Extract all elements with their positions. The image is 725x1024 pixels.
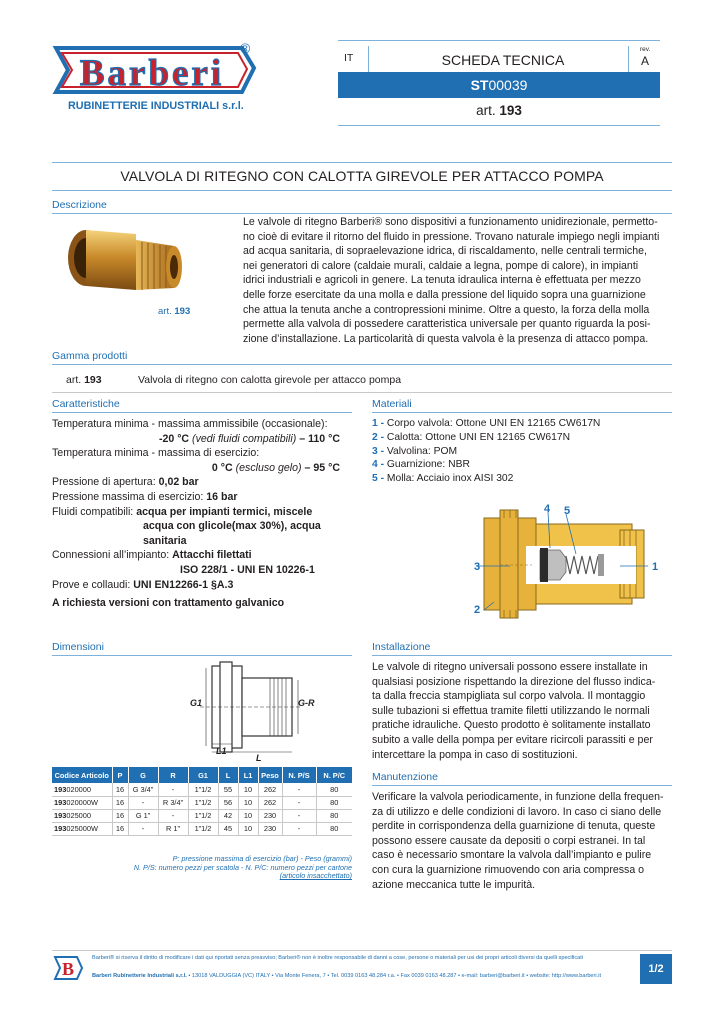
rev-value: A [641,54,650,68]
brand-subtitle: RUBINETTERIE INDUSTRIALI s.r.l. [68,100,244,112]
material-item: 2 - Calotta: Ottone UNI EN 12165 CW617N [372,431,571,443]
registered-mark: ® [240,40,251,56]
callout-4: 4 [544,503,551,515]
table-notes: P: pressione massima di esercizio (bar) - Peso (grammi) N. P/S: numero pezzi per scatola - N. P/C: numero pezzi per cartone (articolo insacchettato) [133,854,352,881]
doc-code-number: 00039 [488,77,528,93]
section-descrizione: Descrizione [52,199,107,211]
dimension-drawing [190,660,320,760]
table-row: 193020000W 16 - R 3/4” 1”1/2 56 10 262 - 80 [52,796,352,809]
page-number: 1/2 [640,954,672,984]
table-row: 193025000 16 G 1” - 1”1/2 42 10 230 - 80 [52,809,352,822]
materials-list [372,417,672,486]
material-item: 5 - Molla: Acciaio inox AISI 302 [372,473,514,485]
doc-type: SCHEDA TECNICA [441,52,565,68]
dim-label-l1: L1 [216,746,227,756]
section-gamma: Gamma prodotti [52,350,128,362]
footer-address: Barberi Rubinetterie Industriali s.r.l. • 13018 VALDUGGIA (VC) ITALY • Via Monte Fenera, 7 • Tel. 0039 0163 48.284 r.a. • Fax 0039 0163 48.287 • e-mail: barberi@barberi.it • website: http://www.barberi.it [92,973,601,979]
logo-wordmark [80,53,224,94]
rev-label: rev. [640,46,651,53]
dim-label-g1: G1 [190,698,203,708]
gamma-text: Valvola di ritegno con calotta girevole per attacco pompa [138,374,402,386]
section-installazione: Installazione [372,641,431,653]
callout-2: 2 [474,604,481,616]
valve-cross-section [470,500,660,620]
installation-text: Le valvole di ritegno universali possono essere installate in qualsiasi posizione rispettando la direzione del flusso indica- ta dalla freccia stampigliata sul corpo valvola. Il montaggio sulle tubazioni si effettua tramite filetti utilizzando le normali pratiche idrauliche. Questo prodotto è solitamente installato subito a valle della pompa per evitare ricircoli parassiti e per intercettare la pompa in caso di sostituzioni. [372,661,656,761]
dim-label-l: L [256,753,262,763]
callout-5: 5 [564,505,571,517]
table-row: 193020000 16 G 3/4” - 1”1/2 55 10 262 - 80 [52,783,352,796]
section-materiali: Materiali [372,398,412,410]
material-item: 1 - Corpo valvola: Ottone UNI EN 12165 CW617N [372,418,601,429]
footer-logo-icon [52,954,84,982]
page-title: VALVOLA DI RITEGNO CON CALOTTA GIREVOLE PER ATTACCO POMPA [120,168,604,184]
maintenance-text: Verificare la valvola periodicamente, in funzione della frequen- za di utilizzo e delle condizioni di lavoro. In caso ci siano delle perdite in corrispondenza della guarnizione di tenuta, queste possono essere causate da depositi o corpi estranei. In tal caso è necessario smontare la valvola dall’impianto e pulire con cura la guarnizione rimuovendo con aria compressa o azione meccanica tutte le impurità. [372,791,664,891]
doc-header [338,40,660,126]
table-row: 193025000W 16 - R 1” 1”1/2 45 10 230 - 80 [52,822,352,835]
callout-1: 1 [652,561,659,573]
doc-code-prefix: ST [470,77,489,93]
footer-disclaimer: Barberi® si riserva il diritto di modificare i dati qui riportati senza preavviso; Barberi® non è inoltre responsabile di danni a cose, persone o materiali per usi dei propri articoli diversi da quelli specificati [92,955,584,961]
dim-label-gr: G-R [298,698,315,708]
gamma-art: art. 193 [66,374,102,386]
material-item: 4 - Guarnizione: NBR [372,459,470,471]
language-code: IT [344,52,354,64]
svg-text:Barberi: Barberi [79,53,225,94]
article-line: art. 193 [476,103,522,118]
section-caratteristiche: Caratteristiche [52,398,120,410]
photo-caption: art. 193 [158,306,191,317]
product-photo [56,220,206,312]
doc-code-band [338,72,660,98]
article-number: 193 [499,103,522,118]
table-header-row: Codice Articolo P G R G1 L L1 Peso N. P/S N. P/C [52,767,352,783]
callout-3: 3 [474,561,481,573]
dimensions-table [52,767,352,836]
section-dimensioni: Dimensioni [52,641,104,653]
svg-text:B: B [61,959,75,979]
characteristics-block: Temperatura minima - massima ammissibile (occasionale): -20 °C (vedi fluidi compatibili) – 110 °C Temperatura minima - massima di esercizio: 0 °C (escluso gelo) – 95 °C Pressione di apertura: 0,02 bar Pressione massima di esercizio: 16 bar Fluidi compatibili: acqua per impianti termici, miscele acqua con glicole(max 30%), acqua sanitaria Connessioni all’impianto: Attacchi filettati ISO 228/1 - UNI EN 10226-1 Prove e collaudi: UNI EN12266-1 §A.3 A richiesta versioni con trattamento galvanico [52,418,340,610]
material-item: 3 - Valvolina: POM [372,445,458,457]
description-text: Le valvole di ritegno Barberi® sono dispositivi a funzionamento unidirezionale, permetto- no cioè di evitare il ritorno del fluido in pressione. Trovano naturale impiego negli impianti ad acqua sanitaria, di sopraelevazione idrica, di riscaldamento, nelle centrali termiche, nei generatori di calore (caldaie murali, caldaie a legna, pompe di calore), in impianti idrici industriali e agricoli in genere. La tenuta idraulica interna è effettuata per mezzo delle forze esercitate da una molla e dalla pressione del liquido sopra una guarnizione che attua la tenuta anche a contropressioni minime. Oltre a questo, la forza della molla permette alla valvola di possedere caratteristica universale per quanto riguarda la posi- zione d’installazione. La particolarità di questa valvola è la presenza di attacco pompa. [243,216,660,345]
barberi-logo [48,40,262,120]
section-manutenzione: Manutenzione [372,771,438,783]
